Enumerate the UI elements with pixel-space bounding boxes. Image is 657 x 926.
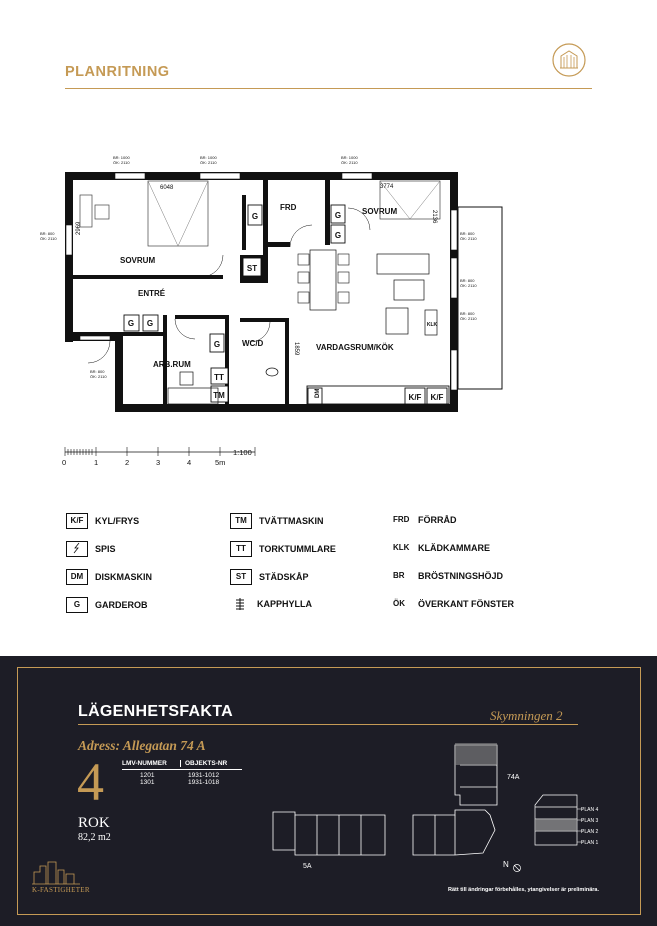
legend-label: FÖRRÅD xyxy=(418,515,457,525)
table-header: OBJEKTS-NR xyxy=(185,760,228,767)
code-label: G xyxy=(213,340,221,349)
legend-label: SPIS xyxy=(95,544,116,554)
legend-label: BRÖSTNINGSHÖJD xyxy=(418,571,504,581)
legend-key: KLK xyxy=(393,543,410,552)
floor-plan xyxy=(40,150,520,420)
code-label: G xyxy=(146,319,154,328)
legend-key: FRD xyxy=(393,515,410,524)
code-label: TT xyxy=(214,373,224,382)
window-note: ÖK: 2110 xyxy=(460,283,477,288)
legend-item xyxy=(393,569,514,597)
legend-label: STÄDSKÅP xyxy=(259,572,309,582)
code-label: DM xyxy=(315,388,321,398)
scale-tick: 1 xyxy=(94,458,99,467)
table-cell: 1201 xyxy=(140,772,155,779)
window-note: ÖK: 2110 xyxy=(40,236,57,241)
legend-key: G xyxy=(66,597,88,613)
dimension-label: 2136 xyxy=(431,210,437,224)
legend-key: TM xyxy=(230,513,252,529)
code-label: G xyxy=(334,211,342,220)
legend-item xyxy=(393,541,514,569)
room-label: VARDAGSRUM/KÖK xyxy=(316,343,394,352)
legend-label: ÖVERKANT FÖNSTER xyxy=(418,599,515,609)
window-note: BR: 1000 xyxy=(200,155,217,160)
room-label: ARB.RUM xyxy=(153,360,191,369)
code-label: G xyxy=(251,212,259,221)
legend-item xyxy=(66,597,152,625)
page-title: PLANRITNING xyxy=(65,64,170,80)
building-logo-icon xyxy=(552,43,586,77)
room-count: 4 xyxy=(77,752,104,812)
legend-label: TVÄTTMASKIN xyxy=(259,516,324,526)
scale-tick: 3 xyxy=(156,458,161,467)
window-note: ÖK: 2110 xyxy=(460,236,477,241)
legend-column-3 xyxy=(393,513,514,625)
table-cell: 1931-1012 xyxy=(188,772,220,779)
code-label: ST xyxy=(246,264,258,273)
table-row xyxy=(122,772,242,779)
disclaimer: Rätt till ändringar förbehålles, ytangivelser är preliminära. xyxy=(448,887,599,893)
window-note: BR: 800 xyxy=(40,231,55,236)
room-label: SOVRUM xyxy=(362,207,398,216)
window-note: ÖK: 2110 xyxy=(200,160,217,165)
plan-level: PLAN 1 xyxy=(581,840,599,846)
building-label: 5A xyxy=(303,863,312,870)
legend-label: GARDEROB xyxy=(95,600,148,610)
legend-column-1 xyxy=(66,513,152,625)
dimension-label: 6048 xyxy=(160,185,174,191)
window-note: BR: 800 xyxy=(460,311,475,316)
scale-tick: 2 xyxy=(125,458,130,467)
scale-bar xyxy=(60,446,270,476)
legend-label: KLÄDKAMMARE xyxy=(418,543,490,553)
id-table xyxy=(122,760,242,786)
legend-label: DISKMASKIN xyxy=(95,572,153,582)
table-header: LMV-NUMMER xyxy=(122,760,181,767)
address: Adress: Allegatan 74 A xyxy=(78,738,206,753)
room-label: FRD xyxy=(280,203,297,212)
legend-label: KYL/FRYS xyxy=(95,516,140,526)
window-note: ÖK: 2110 xyxy=(460,316,477,321)
facts-divider xyxy=(78,724,578,725)
project-name: Skymningen 2 xyxy=(490,708,563,723)
window-note: ÖK: 2110 xyxy=(113,160,130,165)
room-label: ENTRÉ xyxy=(138,289,166,298)
legend-item xyxy=(230,513,336,541)
scale-tick: 4 xyxy=(187,458,192,467)
table-cell: 1301 xyxy=(140,779,155,786)
plan-level: PLAN 3 xyxy=(581,818,599,824)
legend-column-2 xyxy=(230,513,336,625)
code-label: G xyxy=(127,319,135,328)
legend-item xyxy=(393,513,514,541)
legend-item xyxy=(66,541,152,569)
scale-tick: 5m xyxy=(215,458,226,467)
header-divider xyxy=(65,88,592,89)
north-label: N xyxy=(503,860,509,869)
site-plan xyxy=(265,735,599,875)
legend-item xyxy=(230,541,336,569)
building-label: 74A xyxy=(507,774,520,781)
dimension-label: 1859 xyxy=(293,342,299,356)
legend-label: TORKTUMMLARE xyxy=(259,544,336,554)
window-note: BR: 800 xyxy=(90,369,105,374)
legend-key: TT xyxy=(230,541,252,557)
legend-key: ST xyxy=(230,569,252,585)
window-note: BR: 1000 xyxy=(341,155,358,160)
room-label: SOVRUM xyxy=(120,256,156,265)
plan-level: PLAN 2 xyxy=(581,829,599,835)
window-note: ÖK: 2110 xyxy=(90,374,107,379)
code-label: TM xyxy=(213,391,225,400)
dimension-label: 3774 xyxy=(380,184,394,190)
legend-key: K/F xyxy=(66,513,88,529)
scale-ratio: 1:100 xyxy=(233,448,252,457)
legend-key: BR xyxy=(393,571,405,580)
plan-level: PLAN 4 xyxy=(581,807,599,813)
table-row xyxy=(122,779,242,786)
code-label: K/F xyxy=(430,393,444,402)
rok-label: ROK xyxy=(78,815,110,831)
window-note: BR: 800 xyxy=(460,278,475,283)
room-label: WC/D xyxy=(242,339,264,348)
window-note: BR: 800 xyxy=(460,231,475,236)
company-name: K-FASTIGHETER xyxy=(32,886,90,894)
code-label: K/F xyxy=(408,393,422,402)
code-label: G xyxy=(334,231,342,240)
table-cell: 1931-1018 xyxy=(188,779,220,786)
facts-title: LÄGENHETSFAKTA xyxy=(78,703,234,720)
legend-item xyxy=(393,597,514,625)
legend-item xyxy=(66,569,152,597)
dimension-label: 2969 xyxy=(76,221,82,235)
legend-key: ÖK xyxy=(393,599,405,608)
area: 82,2 m2 xyxy=(78,832,111,843)
legend-key: DM xyxy=(66,569,88,585)
code-label: KLK xyxy=(426,322,438,328)
north-arrow-icon xyxy=(514,865,521,872)
scale-tick: 0 xyxy=(62,458,67,467)
legend-item xyxy=(66,513,152,541)
legend-item xyxy=(230,597,336,625)
window-note: BR: 1000 xyxy=(113,155,130,160)
legend-item xyxy=(230,569,336,597)
window-note: ÖK: 2110 xyxy=(341,160,358,165)
legend-label: KAPPHYLLA xyxy=(257,599,313,609)
stove-icon xyxy=(66,541,88,557)
coat-rack-icon xyxy=(230,597,250,611)
